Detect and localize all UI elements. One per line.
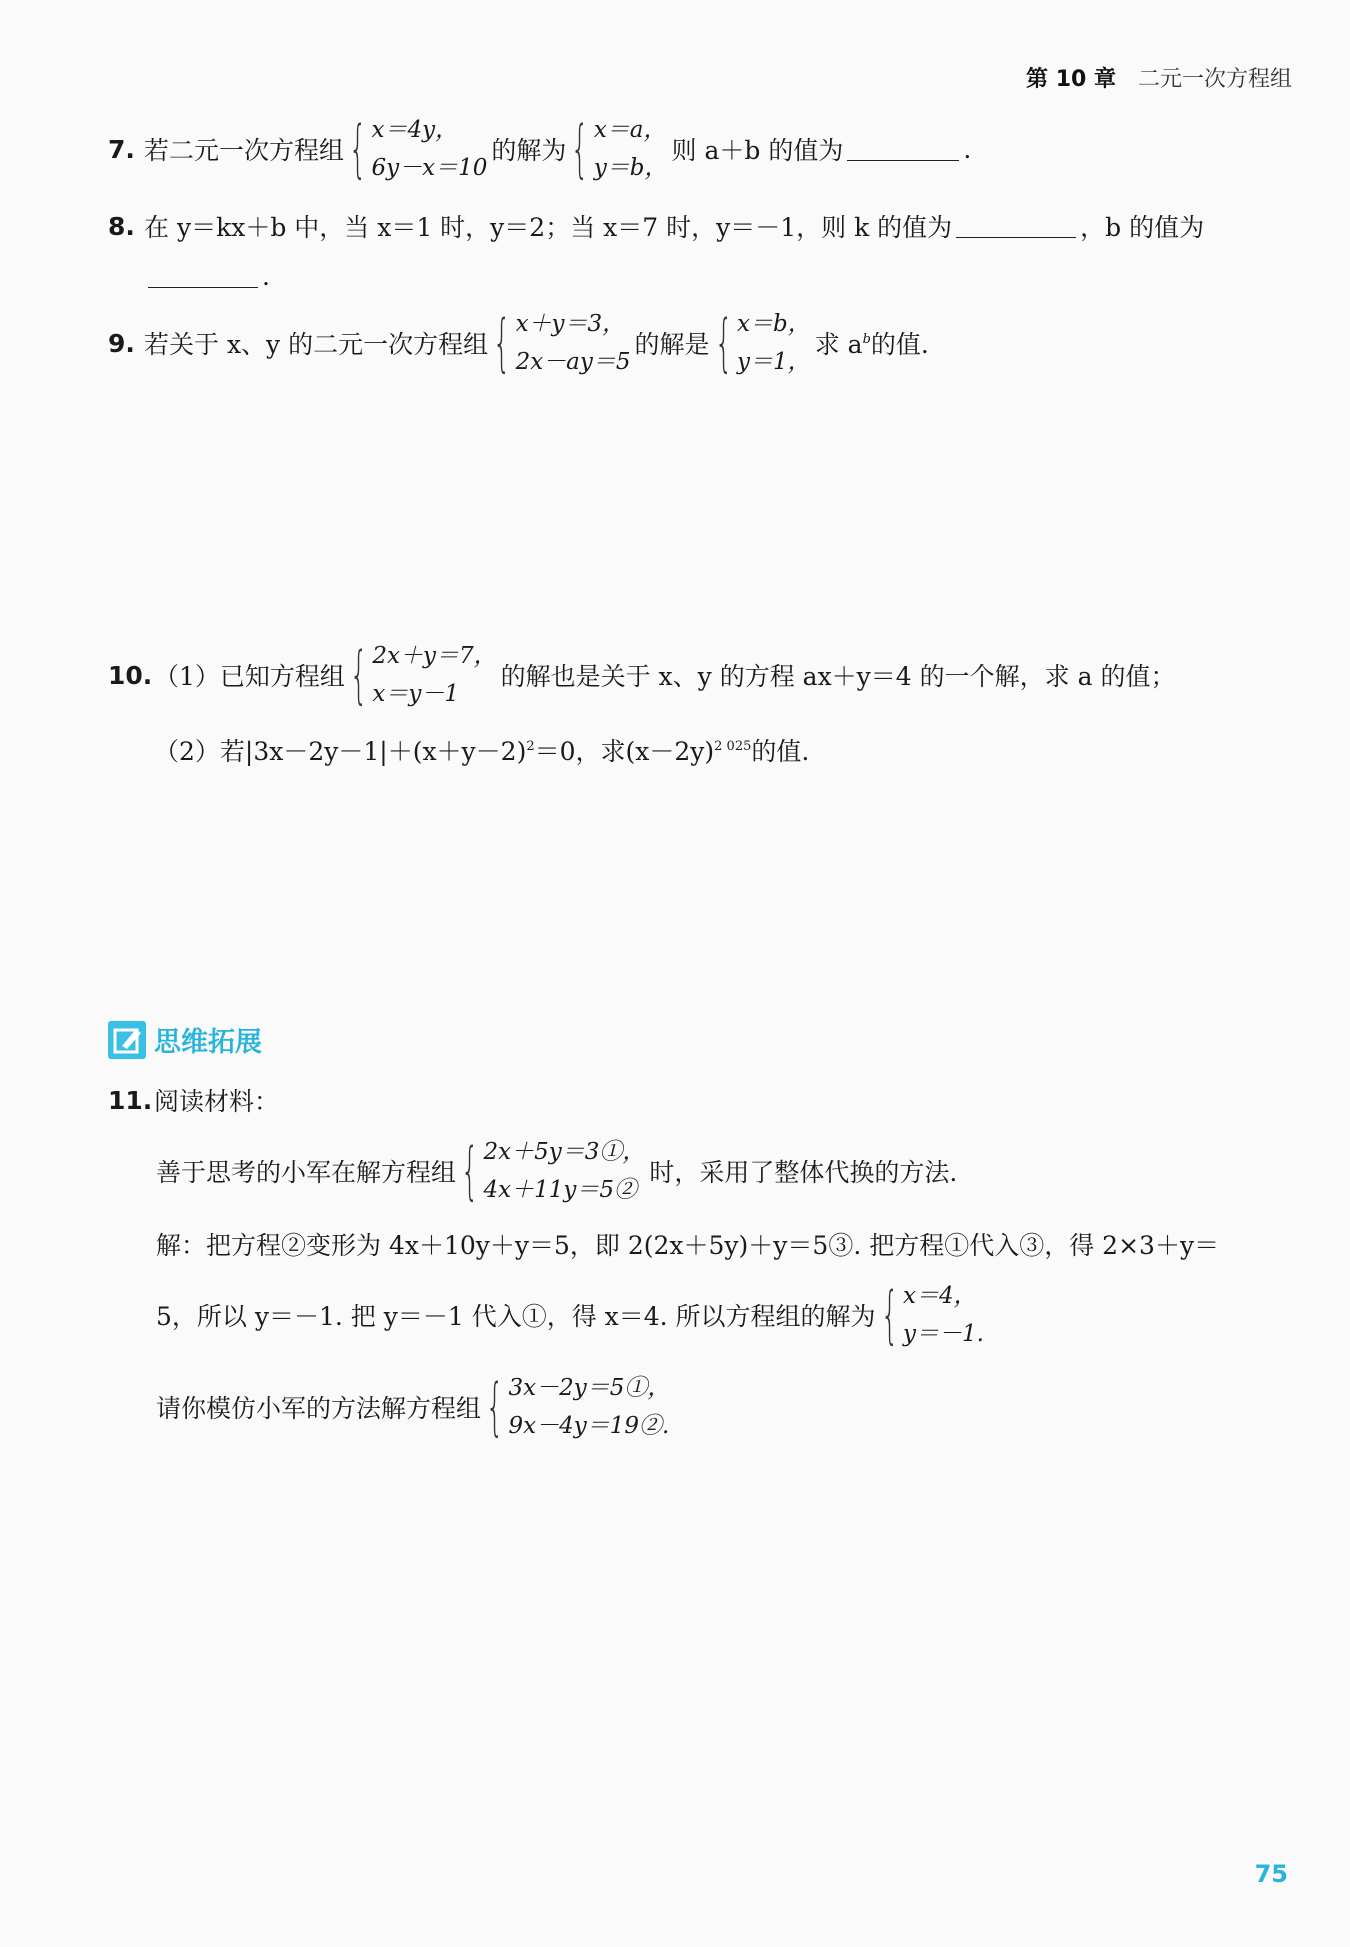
brace-icon: { (492, 306, 511, 379)
material-text: 解：把方程②变形为 4x＋10y＋y＝5，即 2(2x＋5y)＋y＝5③. 把方程①代入③，得 2×3＋y＝ (156, 1231, 1220, 1260)
brace-icon: { (348, 112, 367, 185)
answer-blank[interactable] (148, 265, 258, 288)
question-text: 的解也是关于 x、y 的方程 ax＋y＝4 的一个解，求 a 的值； (500, 662, 1176, 691)
question-text: 的值. (751, 737, 810, 766)
material-text: 善于思考的小军在解方程组 (156, 1158, 457, 1187)
pencil-note-icon (108, 1021, 146, 1059)
superscript: 2 (526, 738, 535, 754)
page-number: 75 (1254, 1860, 1288, 1888)
question-text: 求 a (814, 330, 863, 359)
question-11 (108, 1082, 279, 1118)
material-text: 5，所以 y＝－1. 把 y＝－1 代入①，得 x＝4. 所以方程组的解为 (156, 1302, 876, 1331)
equation-system (347, 640, 497, 710)
section-header (108, 1020, 262, 1059)
question-number: 8. (108, 211, 135, 241)
question-number: 11. (108, 1085, 153, 1115)
equation-line: y＝－1. (903, 1321, 984, 1347)
brace-icon: { (460, 1134, 479, 1207)
material-text: 请你模仿小军的方法解方程组 (156, 1394, 482, 1423)
answer-blank[interactable] (956, 215, 1076, 238)
equation-line: 9x－4y＝19②. (508, 1413, 670, 1439)
question-text: . (262, 262, 270, 291)
equation-line: x＝4y， (371, 117, 459, 143)
question-number: 9. (108, 328, 135, 358)
question-9 (108, 308, 929, 378)
equation-line: 2x－ay＝5 (515, 349, 631, 375)
chapter-label: 第 10 章 (1026, 67, 1116, 92)
equation-system (458, 1136, 645, 1206)
equation-line: 3x－2y＝5①， (508, 1375, 671, 1401)
brace-icon: { (880, 1278, 899, 1351)
solution-system (878, 1280, 984, 1350)
question-text: （1）已知方程组 (154, 662, 345, 691)
question-7 (108, 114, 971, 184)
equation-line: 2x＋y＝7， (372, 643, 497, 669)
question-8 (108, 208, 1204, 244)
material-line-3 (156, 1280, 988, 1350)
chapter-title: 二元一次方程组 (1137, 67, 1292, 92)
question-text: 的解为 (491, 136, 567, 165)
brace-icon: { (485, 1370, 504, 1443)
question-text: 的解是 (634, 330, 710, 359)
question-text: 的值. (870, 330, 929, 359)
brace-icon: { (349, 638, 368, 711)
superscript: 2 025 (714, 738, 752, 754)
equation-line: x＝y－1 (372, 681, 459, 707)
question-text: （2）若|3x－2y－1|＋(x＋y－2) (154, 737, 527, 766)
equation-line: 2x＋5y＝3①， (483, 1139, 646, 1165)
solution-system (712, 308, 811, 378)
equation-system (346, 114, 487, 184)
question-text: 则 a＋b 的值为 (671, 136, 844, 165)
question-text: 阅读材料： (154, 1087, 280, 1116)
equation-system (483, 1372, 670, 1442)
section-title: 思维拓展 (154, 1027, 262, 1058)
question-10-part-2 (154, 732, 809, 768)
question-number: 7. (108, 134, 135, 164)
question-text: . (963, 134, 972, 164)
equation-line: y＝1， (737, 349, 811, 375)
question-number: 10. (108, 660, 153, 690)
equation-line: 6y－x＝10 (371, 155, 488, 181)
question-text: 在 y＝kx＋b 中，当 x＝1 时，y＝2；当 x＝7 时，y＝－1，则 k 的值为 (144, 213, 953, 242)
brace-icon: { (714, 306, 733, 379)
material-text: 时，采用了整体代换的方法. (649, 1158, 958, 1187)
question-text: ，b 的值为 (1080, 213, 1205, 242)
material-line-2 (156, 1226, 1219, 1262)
equation-line: x＝b， (737, 311, 811, 337)
question-text: 若关于 x、y 的二元一次方程组 (144, 330, 489, 359)
equation-system (490, 308, 630, 378)
material-line-4 (156, 1372, 674, 1442)
question-text: ＝0，求(x－2y) (534, 737, 715, 766)
equation-line: x＋y＝3， (515, 311, 626, 337)
question-text: 若二元一次方程组 (144, 136, 345, 165)
answer-blank[interactable] (847, 138, 959, 161)
equation-line: x＝4， (903, 1283, 977, 1309)
page-header (1026, 62, 1292, 93)
superscript: b (862, 331, 871, 347)
brace-icon: { (571, 112, 589, 185)
equation-line: 4x＋11y＝5② (483, 1177, 637, 1203)
equation-line: x＝a， (593, 117, 667, 143)
equation-line: y＝b， (593, 155, 668, 181)
material-line-1 (156, 1136, 957, 1206)
solution-system (568, 114, 667, 184)
question-8-cont (144, 262, 270, 291)
question-10 (108, 640, 1175, 710)
